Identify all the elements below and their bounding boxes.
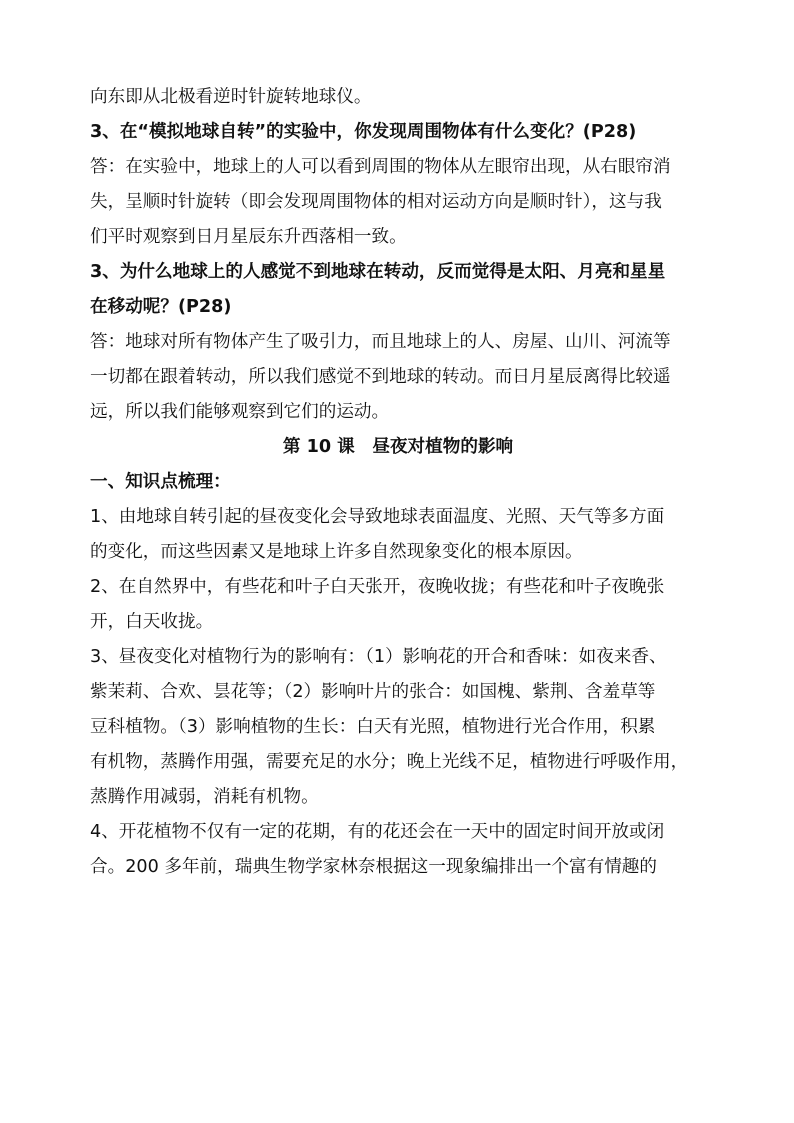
question-3-heading: 3、在“模拟地球自转”的实验中，你发现周围物体有什么变化？(P28) [90,122,637,142]
lesson-title: 第 10 课 昼夜对植物的影响 [282,437,514,457]
answer-line-2: 失，呈顺时针旋转（即会发现周围物体的相对运动方向是顺时针），这与我 [90,192,662,212]
answer-b-line-1: 答：地球对所有物体产生了吸引力，而且地球上的人、房屋、山川、河流等 [90,332,671,352]
answer-b-line-3: 远，所以我们能够观察到它们的运动。 [90,402,390,422]
point-3-line-5: 蒸腾作用减弱，消耗有机物。 [90,787,319,807]
document-page [90,80,706,885]
answer-line-1: 答：在实验中，地球上的人可以看到周围的物体从左眼帘出现，从右眼帘消 [90,157,671,177]
point-1-line-2: 的变化，而这些因素又是地球上许多自然现象变化的根本原因。 [90,542,583,562]
point-2-line-2: 开，白天收拢。 [90,612,214,632]
point-1-line-1: 1、由地球自转引起的昼夜变化会导致地球表面温度、光照、天气等多方面 [90,507,665,527]
point-3-line-3: 豆科植物。（3）影响植物的生长：白天有光照，植物进行光合作用，积累 [90,717,656,737]
point-3-line-1: 3、昼夜变化对植物行为的影响有：（1）影响花的开合和香味：如夜来香、 [90,647,667,667]
point-3-line-2: 紫茉莉、合欢、昙花等；（2）影响叶片的张合：如国槐、紫荆、含羞草等 [90,682,656,702]
question-3b-heading-line-1: 3、为什么地球上的人感觉不到地球在转动，反而觉得是太阳、月亮和星星 [90,262,666,282]
answer-line-3: 们平时观察到日月星辰东升西落相一致。 [90,227,407,247]
text-line-1: 向东即从北极看逆时针旋转地球仪。 [90,87,372,107]
point-4-line-1: 4、开花植物不仅有一定的花期，有的花还会在一天中的固定时间开放或闭 [90,822,665,842]
point-3-line-4: 有机物，蒸腾作用强，需要充足的水分；晚上光线不足，植物进行呼吸作用， [90,752,689,772]
point-2-line-1: 2、在自然界中，有些花和叶子白天张开，夜晚收拢；有些花和叶子夜晚张 [90,577,665,597]
section-heading: 一、知识点梳理： [90,472,231,492]
point-4-line-2: 合。200 多年前，瑞典生物学家林奈根据这一现象编排出一个富有情趣的 [90,857,657,877]
question-3b-heading-line-2: 在移动呢？(P28) [90,297,232,317]
answer-b-line-2: 一切都在跟着转动，所以我们感觉不到地球的转动。而日月星辰离得比较遥 [90,367,671,387]
